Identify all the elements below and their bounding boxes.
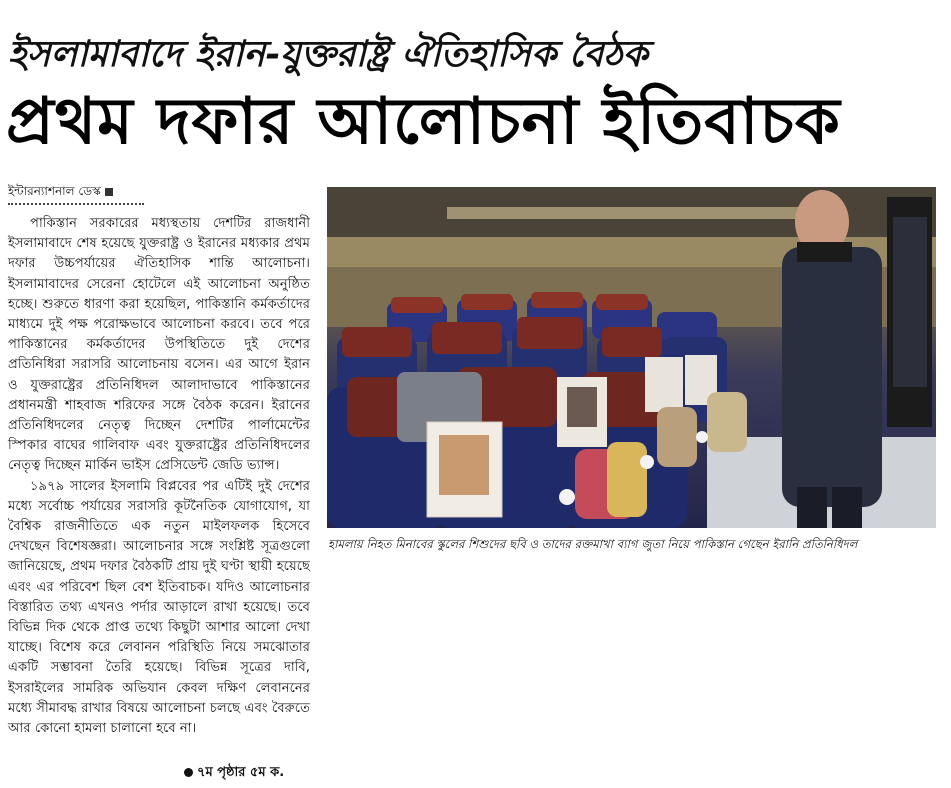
continued-label: ৭ম পৃষ্ঠার ৫ম ক. [197, 765, 285, 780]
main-headline: প্রথম দফার আলোচনা ইতিবাচক [6, 85, 841, 159]
article-paragraph-1: পাকিস্তান সরকারের মধ্যস্থতায় দেশটির রাজধানী ইসলামাবাদে শেষ হয়েছে যুক্তরাষ্ট্র ও ইরানের মধ্যকার প্রথম দফার উচ্চপর্যায়ের ঐতিহাসিক শান্তি আলোচনা। ইসলামাবাদের সেরেনা হোটেলে এই আলোচনা অনুষ্ঠিত হচ্ছে। শুরুতে ধারণা করা হয়েছিল, পাকিস্তানি কর্মকর্তাদের মাধ্যমে দুই পক্ষ পরোক্ষভাবে আলোচনা করবে। তবে পরে পাকিস্তানের কর্মকর্তাদের উপস্থিতিতে দুই দেশের প্রতিনিধিরা সরাসরি আলোচনায় বসেন। এর আগে ইরান ও যুক্তরাষ্ট্রের প্রতিনিধিদল আলাদাভাবে পাকিস্তানের প্রধানমন্ত্রী শাহবাজ শরিফের সঙ্গে বৈঠক করেন। ইরানের প্রতিনিধিদলের নেতৃত্ব দিচ্ছেন দেশটির পার্লামেন্টের স্পিকার বাঘের গালিবাফ এবং যুক্তরাষ্ট্রের প্রতিনিধিদলের নেতৃত্ব দিচ্ছেন মার্কিন ভাইস প্রেসিডেন্ট জেডি ভ্যান্স। [8, 216, 310, 474]
continued-on-page [184, 764, 324, 782]
article-body [8, 214, 310, 739]
airplane-cabin-illustration [327, 187, 936, 528]
article-paragraph-2: ১৯৭৯ সালের ইসলামি বিপ্লবের পর এটিই দুই দেশের মধ্যে সর্বোচ্চ পর্যায়ের সরাসরি কূটনৈতিক যোগাযোগ, যা বৈশ্বিক রাজনীতিতে এক নতুন মাইলফলক হিসেবে দেখছেন বিশেষজ্ঞরা। আলোচনার সঙ্গে সংশ্লিষ্ট সূত্রগুলো জানিয়েছে, প্রথম দফার বৈঠকটি প্রায় দুই ঘণ্টা স্থায়ী হয়েছে এবং এর পরিবেশ ছিল বেশ ইতিবাচক। যদিও আলোচনার বিস্তারিত তথ্য এখনও পর্দার আড়ালে রাখা হয়েছে। তবে বিভিন্ন দিক থেকে প্রাপ্ত তথ্যে কিছুটা আশার আলো দেখা যাচ্ছে। বিশেষ করে লেবানন পরিস্থিতি নিয়ে সমঝোতার একটি সম্ভাবনা তৈরি হয়েছে। বিভিন্ন সূত্রের দাবি, ইসরাইলের সামরিক অভিযান কেবল দক্ষিণ লেবাননের মধ্যে সীমাবদ্ধ রাখার বিষয়ে আলোচনা চলছে এবং বৈরুতে আর কোনো হামলা চালানো হবে না। [8, 478, 310, 737]
news-photo [327, 187, 936, 528]
desk-label: ইন্টারন্যাশনাল ডেস্ক [8, 184, 101, 198]
byline-desk [8, 183, 328, 199]
kicker-headline: ইসলামাবাদে ইরান-যুক্তরাষ্ট্র ঐতিহাসিক বৈঠক [8, 33, 648, 75]
photo-caption: হামলায় নিহত মিনাবের স্কুলের শিশুদের ছবি ও তাদের রক্তমাখা ব্যাগ জুতা নিয়ে পাকিস্তান গেছেন ইরানি প্রতিনিধিদল [328, 537, 858, 551]
bullet-dot-icon [184, 768, 193, 777]
square-bullet-icon [105, 188, 113, 196]
dotted-divider [8, 203, 144, 205]
